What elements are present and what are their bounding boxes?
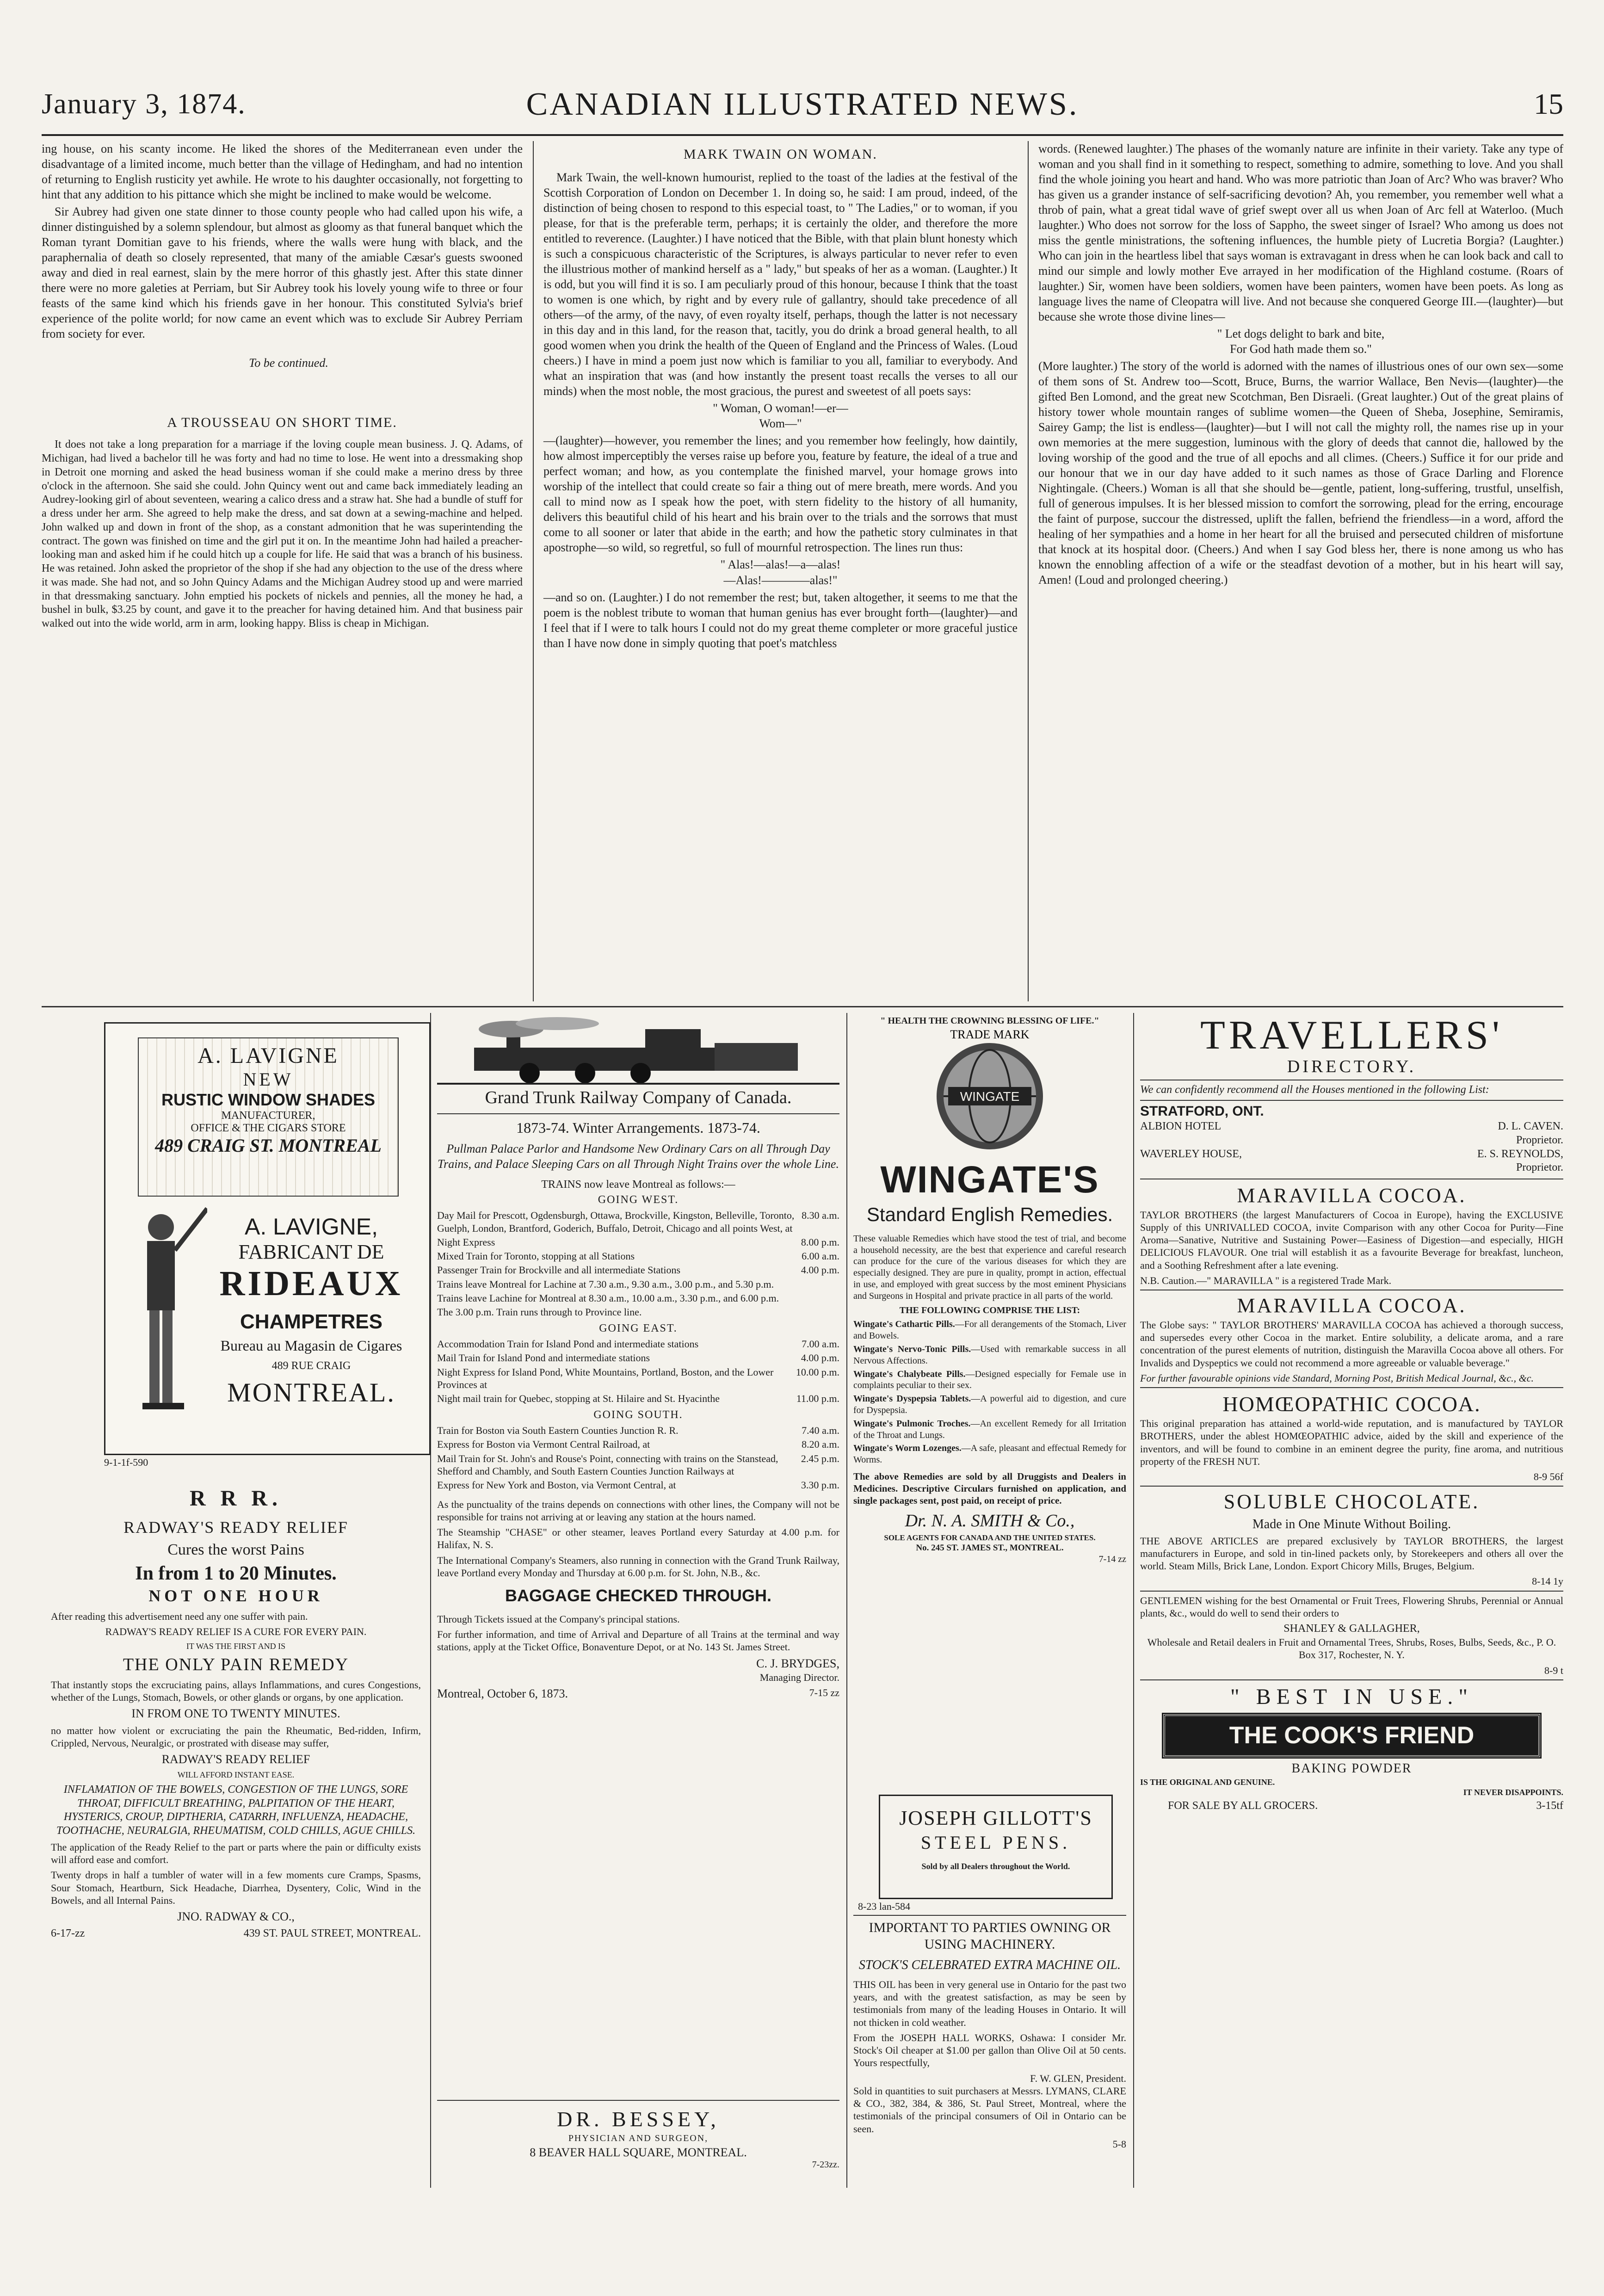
cooks-kind: BAKING POWDER [1291,1761,1412,1776]
timetable-row [437,1479,839,1491]
travellers-city: STRATFORD, ONT. [1140,1103,1264,1119]
gtr-note: The International Company's Steamers, also running in connection with the Grand Trunk Railway, leave Portland every Monday and Thursday at 6.00 p.m. for St. John, N.B., &c. [437,1554,839,1579]
radway-company: JNO. RADWAY & CO., [177,1910,295,1924]
twain-paragraph: words. (Renewed laughter.) The phases of the womanly nature are infinite in their variety. Take any type of woman and you shall find in it something to respect, something to admire, something to love. And you shall find the whole joining you heart and hand. Who was more patriotic than Joan of Arc? Who was braver? Who has given us a grander instance of self-sacrificing devotion? Ah, you remember, you remember well what a throb of pain, what a great tidal wave of grief swept over all us when Joan of Arc fell at Waterloo. (Much laughter.) Who does not sorrow for the loss of Sappho, the sweet singer of Israel? Who among us does not miss the gentle ministrations, the softening influences, the humble piety of Lucretia Borgia? (Laughter.) Who can join in the heartless libel that says woman is extravagant in dress when he can look back and call to mind our simple and lowly mother Eve arrayed in her modification of the Highland costume. (Roars of laughter.) Sir, women have been soldiers, women have been painters, women have been poets. As long as language lives the name of Cleopatra will live. And not because she conquered George III.—(laughter)—but because she wrote those divine lines— [1038,142,1563,324]
twain-headline: MARK TWAIN ON WOMAN. [684,147,877,162]
lavigne-ad [104,1022,431,1455]
stock-subtitle: STOCK'S CELEBRATED EXTRA MACHINE OIL. [858,1958,1121,1972]
maravilla-opinions: For further favourable opinions vide Standard, Morning Post, British Medical Journal, &c., &c. [1140,1372,1534,1384]
gtr-note: Through Tickets issued at the Company's principal stations. [437,1613,680,1625]
gtr-note: The Steamship "CHASE" or other steamer, leaves Portland every Saturday at 4.00 p.m. for Halifax, N. S. [437,1526,839,1551]
maravilla-title: MARAVILLA COCOA. [1237,1294,1467,1317]
timetable-time: 8.20 a.m. [802,1438,839,1450]
lavigne-line: FABRICANT DE [238,1241,384,1263]
gtr-east-timetable [437,1338,839,1405]
radway-text: The application of the Ready Relief to the part or parts where the pain or difficulty exists will afford ease and comfort. [51,1841,421,1866]
soluble-subtitle: Made in One Minute Without Boiling. [1252,1517,1451,1531]
timetable-row [437,1452,839,1478]
radway-text: IT WAS THE FIRST AND IS [186,1641,286,1651]
gtr-title: Grand Trunk Railway Company of Canada. [485,1088,792,1107]
wingate-product-name: Wingate's Pulmonic Troches. [853,1418,971,1429]
radway-line: Cures the worst Pains [167,1541,304,1559]
trousseau-article: It does not take a long preparation for a marriage if the loving couple mean business. J. Q. Adams, of Michigan, had lived a bachelor till he was forty and had no time to lose. He went into a dressmaking shop in Detroit one morning and asked the head business woman if she could make a merino dress by three o'clock in the afternoon. She said she could. John Quincy went out and came back immediately leading an Audrey-looking girl of about seventeen, wearing a calico dress and a straw hat. She had a bundle of stuff for a dress under her arm. She agreed to help make the dress, and sat down at a sewing-machine and helped. John walked up and down in front of the shop, as a constant admonition that he was superintending the contract. The gown was finished on time and the girl put it on. In the meantime John had hailed a preacher-looking man and asked him if he could hitch up a couple for life. He said that was a branch of his business. He was retained. John asked the proprietor of the shop if she had any objection to the use of the dress where it was made. She had not, and so John Quincy Adams and the Michigan Audrey stood up and were married in that dressmaking sanctuary. John emptied his pockets of nickels and pennies, all the money he had, a bushel in bulk, $3.25 by count, and gave it to the preacher for having detained him. And that business pair walked out into the wide world, arm in arm, looking happy. Bliss is cheap in Michigan. [42,438,523,630]
window-shade-sign [138,1037,399,1197]
maravilla-title: MARAVILLA COCOA. [1237,1184,1467,1207]
wingate-subtitle: Standard English Remedies. [866,1203,1113,1225]
bessey-address: 8 BEAVER HALL SQUARE, MONTREAL. [530,2146,747,2159]
timetable-time: 4.00 p.m. [801,1264,839,1276]
timetable-time: 7.40 a.m. [802,1425,839,1437]
lavigne-line: Bureau au Magasin de Cigares [220,1337,402,1354]
gillott-ad [879,1795,1113,1899]
travellers-list [1140,1120,1563,1175]
radway-title: RADWAY'S READY RELIEF [123,1518,348,1537]
sign-line: MANUFACTURER, [221,1110,315,1122]
wingate-product-desc: —An excellent Remedy for all Irritation of the Throat and Lungs. [853,1418,1126,1440]
story-paragraph: ing house, on his scanty income. He liked the shores of the Mediterranean even under the disadvantage of a limited income, much better than the village of Hedingham, and had no intention of returning to English rusticity yet awhile. He wrote to his daughter occasionally, not forgetting to hint that any addition to his pittance which she might be inclined to make would be welcome. [42,142,523,202]
cooks-original: IS THE ORIGINAL AND GENUINE. [1140,1777,1275,1787]
twain-paragraph: —and so on. (Laughter.) I do not remember the rest; but, taken altogether, it seems to me that the poem is the noblest tribute to woman that human genius has ever brought forth—(laughter)—and I feel that if I were to talk hours I could not do my great theme completer or more graceful justice than I have now done in simply quoting that poet's matchless [543,590,1018,650]
lavigne-line: MONTREAL. [227,1377,395,1407]
bessey-name: DR. BESSEY, [557,2107,720,2131]
stock-body: Sold in quantities to suit purchasers at Messrs. LYMANS, CLARE & CO., 382, 384, & 386, St. Paul Street, Montreal, where the testimonials of the principal consumers of Oil in Ontario can be seen. [853,2085,1126,2135]
trousseau-headline: A TROUSSEAU ON SHORT TIME. [167,415,397,431]
wingate-product-name: Wingate's Worm Lozenges. [853,1443,962,1454]
gtr-section-south: GOING SOUTH. [593,1409,683,1421]
wingate-product [853,1344,1126,1367]
radway-rrr: R R R. [190,1486,282,1511]
radway-headline: THE ONLY PAIN REMEDY [123,1654,349,1674]
gillott-sold: Sold by all Dealers throughout the World. [921,1862,1070,1871]
radway-text: IN FROM ONE TO TWENTY MINUTES. [131,1707,340,1721]
timetable-route: Trains leave Montreal for Lachine at 7.30 a.m., 9.30 a.m., 3.00 p.m., and 5.30 p.m. [437,1278,774,1290]
wingate-product [853,1369,1126,1392]
radway-address: 439 ST. PAUL STREET, MONTREAL. [243,1927,421,1940]
timetable-time: 3.30 p.m. [801,1479,839,1491]
timetable-row [437,1264,839,1276]
radway-ailments: INFLAMATION OF THE BOWELS, CONGESTION OF THE LUNGS, SORE THROAT, DIFFICULT BREATHING, PALPITATION OF THE HEART, HYSTERICS, CROUP, DIPTHERIA, CATARRH, INFLUENZA, HEADACHE, TOOTHACHE, NEURALGIA, RHEUMATISM, COLD CHILLS, AGUE CHILLS. [56,1783,416,1837]
timetable-time: 11.00 p.m. [796,1393,839,1405]
radway-line: In from 1 to 20 Minutes. [135,1563,337,1585]
timetable-row [437,1250,839,1262]
sign-line: OFFICE & THE CIGARS STORE [191,1122,346,1134]
soluble-body: THE ABOVE ARTICLES are prepared exclusively by TAYLOR BROTHERS, the largest manufacturers in Europe, and sold in tin-lined packets only, by Storekeepers and others all over the world. Steam Mills, Brick Lane, London. Export Chicory Mills, Bruges, Belgium. [1140,1535,1563,1572]
shanley-name: SHANLEY & GALLAGHER, [1283,1623,1420,1635]
wingate-sold: The above Remedies are sold by all Druggists and Dealers in Medicines. Descriptive Circulars furnished on application, and single packages sent, post paid, on receipt of price. [853,1471,1126,1506]
wingate-product-desc: —A powerful aid to digestion, and cure for Dyspepsia. [853,1394,1126,1416]
column-twain-2 [1038,141,1563,589]
soluble-code: 8-14 1y [1532,1575,1563,1587]
wingate-product [853,1319,1126,1342]
timetable-time: 7.00 a.m. [802,1338,839,1350]
hotel-role: Proprietor. [1516,1161,1563,1174]
cooks-sale: FOR SALE BY ALL GROCERS. [1168,1800,1318,1812]
grand-trunk-ad [437,1015,839,2093]
wingate-motto: " HEALTH THE CROWNING BLESSING OF LIFE." [880,1016,1099,1026]
lavigne-line: 489 RUE CRAIG [271,1360,351,1372]
soluble-title: SOLUBLE CHOCOLATE. [1223,1490,1480,1513]
stock-oil-ad [853,1920,1126,2185]
timetable-route: Express for Boston via Vermont Central Railroad, at [437,1438,650,1450]
travellers-entry [1140,1120,1563,1148]
radway-text: That instantly stops the excruciating pains, allays Inflammations, and cures Congestions, whether of the Lungs, Stomach, Bowels, or other glands or organs, by one application. [51,1679,421,1703]
gillott-subtitle: STEEL PENS. [920,1832,1071,1853]
hotel-role: Proprietor. [1516,1134,1563,1146]
gillott-name: JOSEPH GILLOTT'S [899,1807,1092,1829]
radway-text: RADWAY'S READY RELIEF IS A CURE FOR EVERY PAIN. [105,1626,367,1638]
twain-paragraph: Mark Twain, the well-known humourist, replied to the toast of the ladies at the festival of the Scottish Corporation of London on December 1. In doing so, he said: I am proud, indeed, of the distinction of being chosen to respond to this especial toast, to " The Ladies," or to woman, if you please, for that is the preferable term, perhaps; it is certainly the older, and therefore the more entitled to reverence. (Laughter.) I have noticed that the Bible, with that plain blunt honesty which is such a conspicuous characteristic of the Scriptures, is always particular to never refer to even the illustrious mother of mankind herself as a " lady," but speaks of her as a woman. (Laughter.) It is odd, but you will find it is so. I am peculiarly proud of this honour, because I think that the toast to women is one which, by right and by every rule of gallantry, should take precedence of all others—of the army, of the navy, of even royalty itself, perhaps, though the latter is not necessary in this day and in this land, for the reason that, tacitly, you do drink a broad general health, to all good women when you drink the health of the Queen of England and the Princess of Wales. (Loud cheers.) I have in mind a poem just now which is familiar to you all, familiar to everybody. And what an inspiration that was (and how instantly the present toast recalls the verses to all our minds) when the most noble, the most gracious, the purest and sweetest of all poets says: [543,171,1018,398]
timetable-route: Mail Train for St. John's and Rouse's Point, connecting with trains on the Stanstead, Shefford and Chambly, and South Eastern Counties Junction Railways at [437,1452,778,1477]
timetable-route: Accommodation Train for Island Pond and intermediate stations [437,1338,699,1350]
gtr-south-timetable [437,1424,839,1491]
timetable-row [437,1366,839,1391]
radway-text: Twenty drops in half a tumbler of water will in a few moments cure Cramps, Spasms, Sour Stomach, Heartburn, Sick Headache, Diarrhea, Dysentery, Colic, Wind in the Bowels, and all Internal Pains. [51,1869,421,1906]
hotel-owner: E. S. REYNOLDS, [1477,1148,1563,1160]
twain-paragraph: —(laughter)—however, you remember the lines; and you remember how feelingly, how daintily, how almost imperceptibly the verses raise up before you, feature by feature, the ideal of a true and perfect woman; and how, as you contemplate the finished marvel, your homage grows into worship of the intellect that could create so fair a thing out of mere breath, mere words. And you call to mind now as I speak how the poet, with stern fidelity to the history of all humanity, delivers this beautiful child of his heart and his brain over to the trials and the sorrows that must come to all sooner or later that abide in the earth; and how the pathetic story culminates in that apostrophe—so wild, so regretful, so full of mournful retrospection. The lines run thus: [543,434,1018,555]
gtr-west-timetable [437,1209,839,1318]
maravilla-caution: N.B. Caution.—" MARAVILLA " is a registered Trade Mark. [1140,1274,1392,1286]
cooks-best-in-use: " BEST IN USE." [1230,1684,1473,1709]
timetable-time: 6.00 a.m. [802,1250,839,1262]
travellers-subtitle: DIRECTORY. [1140,1056,1563,1080]
logo-trade-mark-text: TRADE MARK [950,1027,1030,1041]
gtr-signature: C. J. BRYDGES, [756,1656,839,1670]
stock-signature: F. W. GLEN, President. [1030,2072,1126,2084]
hotel-name: WAVERLEY HOUSE, [1140,1148,1242,1160]
timetable-route: Night Express [437,1236,495,1248]
sign-line: 489 CRAIG ST. MONTREAL [155,1135,382,1156]
issue-date: January 3, 1874. [42,88,246,120]
gtr-signature-title: Managing Director. [759,1671,839,1683]
stock-body: THIS OIL has been in very general use in Ontario for the past two years, and with the greatest satisfaction, as may be seen by testimonials from many of the leading Houses in Ontario. It will not thicken in cold weather. [853,1978,1126,2028]
sign-line: A. LAVIGNE [197,1043,339,1068]
cooks-code: 3-15tf [1536,1800,1563,1812]
wingate-product [853,1393,1126,1416]
timetable-route: Express for New York and Boston, via Vermont Central, at [437,1479,676,1491]
wingate-agent-name: Dr. N. A. SMITH & Co., [905,1511,1075,1531]
wingate-product [853,1418,1126,1441]
travellers-title: TRAVELLERS' [1200,1015,1503,1058]
timetable-route: Mail Train for Island Pond and intermediate stations [437,1352,650,1364]
wingate-ad [853,1015,1126,1778]
wingate-product-name: Wingate's Dyspepsia Tablets. [853,1394,971,1404]
wingate-product-list [853,1319,1126,1466]
page-number: 15 [1534,87,1563,120]
wingate-product [853,1443,1126,1466]
bessey-ad [437,2107,839,2185]
timetable-row [437,1292,839,1304]
gtr-note: For further information, and time of Arrival and Departure of all Trains at the terminal and way stations, apply at the Ticket Office, Bonaventure Depot, or at No. 143 St. James Street. [437,1629,839,1653]
shanley-code: 8-9 t [1544,1664,1563,1676]
gtr-dateline: Montreal, October 6, 1873. [437,1687,568,1701]
page-header [42,83,1563,136]
wingate-product-desc: —Used with remarkable success in all Nervous Affections. [853,1344,1126,1366]
timetable-row [437,1424,839,1437]
hotel-owner: D. L. CAVEN. [1498,1120,1563,1133]
wingate-name: WINGATE'S [880,1158,1099,1201]
timetable-route: Night mail train for Quebec, stopping at St. Hilaire and St. Hyacinthe [437,1393,720,1405]
wingate-product-name: Wingate's Nervo-Tonic Pills. [853,1344,971,1355]
twain-paragraph: (More laughter.) The story of the world is adorned with the names of illustrious ones of our own sex—some of them sons of St. Andrew too—Scott, Bruce, Burns, the warrior Wallace, Ben Nevis—(laughter)—the gifted Ben Lomond, and the great new Scotchman, Ben Disraeli. (Great laughter.) Out of the great plains of history tower whole mountain ranges of sublime women—the Queen of Sheba, Josephine, Semiramis, Sairey Gamp; the list is endless—(laughter)—but I will not call the mighty roll, the names rise up in your own memories at the mere suggestion, luminous with the glory of deeds that cannot die, hallowed by the loving worship of the good and the true of all epochs and all climes. (Cheers.) Suffice it for our pride and our honour that we in our day have added to it such names as those of Grace Darling and Florence Nightingale. (Cheers.) Woman is all that she should be—gentle, patient, long-suffering, trustful, unselfish, full of generous impulses. It is her blessed mission to comfort the sorrowing, plead for the erring, encourage the faint of purpose, succour the distressed, uplift the fallen, befriend the friendless—in a word, afford the healing of her sympathies and a home in her heart for all the bruised and persecuted children of misfortune that knock at its hospital door. (Cheers.) And when I say God bless her, there is none among us who has known the ennobling affection of a wife or the steadfast devotion of a mother, but in his heart will say, Amen! (Loud and prolonged cheering.) [1038,359,1563,587]
timetable-route: Train for Boston via South Eastern Counties Junction R. R. [437,1425,679,1437]
wingate-address: No. 245 ST. JAMES ST., MONTREAL. [916,1543,1064,1553]
stock-headline: IMPORTANT TO PARTIES OWNING OR USING MACHINERY. [869,1920,1111,1952]
timetable-row [437,1338,839,1350]
twain-verse: " Let dogs delight to bark and bite, For God hath made them so." [1217,327,1385,356]
timetable-row [437,1236,839,1248]
gillott-code: 8-23 lan-584 [858,1901,911,1912]
lavigne-line: CHAMPETRES [240,1310,383,1333]
story-paragraph: Sir Aubrey had given one state dinner to those county people who had called upon his wife, a dinner distinguished by a solemn splendour, but almost as gloomy as that funeral banquet which the Roman tyrant Domitian gave to his friends, where the walls were hung with black, and the paraphernalia of death so closely represented, that many of the amiable Cæsar's guests swooned away and died in real earnest, slain by the mere horror of this ghastly jest. After this state dinner there were no more galeties at Perriam, but Sir Aubrey took his lovely young wife to three or four feasts of the same kind which his friends gave in her honour. This constituted Sylvia's brief experience of the polite world; for now came an event which was to exclude Sir Aubrey Perriam from society for ever. [42,205,523,341]
twain-verse: " Woman, O woman!—er— Wom—" [713,401,848,431]
masthead-title: CANADIAN ILLUSTRATED NEWS. [526,86,1079,122]
travellers-intro: We can confidently recommend all the Houses mentioned in the following List: [1140,1084,1489,1096]
gtr-baggage: BAGGAGE CHECKED THROUGH. [505,1586,772,1605]
wingate-product-desc: —Designed especially for Female use in complaints peculiar to their sex. [853,1369,1126,1391]
timetable-time: 8.30 a.m. [802,1210,839,1222]
wingate-globe-logo [853,1027,1126,1161]
radway-text: After reading this advertisement need any one suffer with pain. [51,1611,308,1622]
gtr-section-east: GOING EAST. [599,1322,678,1335]
man-figure-illustration [115,1199,207,1440]
timetable-route: Day Mail for Prescott, Ogdensburgh, Ottawa, Brockville, Kingston, Belleville, Toronto, Guelph, London, Brantford, Goderich, Buffalo, Detroit, Chicago and all points West, at [437,1210,795,1234]
gtr-leave: TRAINS now leave Montreal as follows:— [541,1178,735,1191]
wingate-product-name: Wingate's Chalybeate Pills. [853,1369,966,1379]
lavigne-name: A. LAVIGNE, [244,1214,378,1240]
wingate-body: These valuable Remedies which have stood the test of trial, and become a household necessity, are the best that experience and careful research can produce for the cure of the various diseases for which they are especially designed. They are pure in quality, prompt in action, effectual in use, and employed with great success by the most eminent Physicians and Surgeons in Hospital and private practice in all parts of the world. [853,1233,1126,1301]
timetable-row [437,1438,839,1450]
travellers-entry [1140,1148,1563,1175]
to-be-continued: To be continued. [249,356,328,370]
radway-line: NOT ONE HOUR [148,1586,323,1605]
timetable-row [437,1209,839,1234]
gtr-code: 7-15 zz [809,1687,839,1699]
timetable-route: Night Express for Island Pond, White Mountains, Portland, Boston, and the Lower Provinces at [437,1366,774,1390]
gtr-intro: Pullman Palace Parlor and Handsome New Ordinary Cars on all Through Day Trains, and Palace Sleeping Cars on all Through Night Trains over the whole Line. [438,1142,839,1171]
bessey-code: 7-23zz. [812,2160,839,2170]
timetable-time: 10.00 p.m. [796,1366,839,1378]
homeopathic-title: HOMŒOPATHIC COCOA. [1222,1392,1481,1416]
radway-text: no matter how violent or excruciating the pain the Rheumatic, Bed-ridden, Infirm, Crippled, Nervous, Neuralgic, or prostrated with disease may suffer, [51,1724,421,1749]
cooks-friend-logo: THE COOK'S FRIEND [1163,1714,1540,1757]
cooks-never: IT NEVER DISAPPOINTS. [1463,1787,1563,1797]
wingate-product-desc: —A safe, pleasant and effectual Remedy for Worms. [853,1443,1126,1465]
timetable-time: 8.00 p.m. [801,1236,839,1248]
maravilla-body: TAYLOR BROTHERS (the largest Manufacturers of Cocoa in Europe), having the EXCLUSIVE Supply of this UNRIVALLED COCOA, invite Comparison with any other Cocoa for Purity—Fine Aroma—Sanative, Nutritive and Sustaining Power—Easiness of Digestion—and especially, HIGH DELICIOUS FLAVOUR. One trial will establish it as a favourite Beverage for breakfast, luncheon, and a Soothing Refreshment after a late evening. [1140,1209,1563,1271]
gtr-note: As the punctuality of the trains depends on connections with other lines, the Company will not be responsible for trains not arriving at or leaving any station at the hours named. [437,1498,839,1523]
homeopathic-code: 8-9 56f [1533,1471,1563,1483]
wingate-code: 7-14 zz [1098,1554,1126,1564]
right-ad-column [1140,1015,1563,2185]
timetable-route: Passenger Train for Brockville and all intermediate Stations [437,1264,681,1276]
sign-line: NEW [243,1069,294,1090]
timetable-route: Trains leave Lachine for Montreal at 8.30 a.m., 10.00 a.m., 3.30 p.m., and 6.00 p.m. [437,1292,779,1304]
timetable-row [437,1352,839,1364]
locomotive-illustration [437,1015,839,1085]
timetable-time: 4.00 p.m. [801,1352,839,1364]
timetable-row [437,1278,839,1290]
stock-code: 5-8 [1112,2138,1126,2150]
column-story [42,141,523,633]
radway-text: RADWAY'S READY RELIEF [161,1753,310,1766]
bessey-profession: PHYSICIAN AND SURGEON, [568,2133,709,2143]
timetable-row [437,1306,839,1318]
stock-testimonial: From the JOSEPH HALL WORKS, Oshawa: I consider Mr. Stock's Oil cheaper at $1.00 per gallon than Olive Oil at 50 cents. Yours respectfully, [853,2031,1126,2069]
shanley-body: Wholesale and Retail dealers in Fruit and Ornamental Trees, Shrubs, Roses, Bulbs, Seeds, &c., P. O. Box 317, Rochester, N. Y. [1147,1636,1556,1661]
radway-code: 6-17-zz [51,1927,85,1940]
shanley-body: GENTLEMEN wishing for the best Ornamental or Fruit Trees, Flowering Shrubs, Perennial or Annual plants, &c., would do well to send their orders to [1140,1594,1563,1619]
logo-wingate-text: WINGATE [960,1089,1020,1104]
wingate-product-desc: —For all derangements of the Stomach, Liver and Bowels. [853,1319,1126,1341]
wingate-product-name: Wingate's Cathartic Pills. [853,1319,955,1330]
wingate-agents: SOLE AGENTS FOR CANADA AND THE UNITED STATES. [884,1533,1096,1543]
lavigne-line: RIDEAUX [219,1264,403,1303]
timetable-route: Mixed Train for Toronto, stopping at all Stations [437,1250,635,1262]
timetable-time: 2.45 p.m. [801,1452,839,1464]
radway-text: WILL AFFORD INSTANT EASE. [177,1770,295,1780]
homeopathic-body: This original preparation has attained a world-wide reputation, and is manufactured by TAYLOR BROTHERS, under the ablest HOMŒOPATHIC advice, aided by the skill and experience of the inventors, and will be found to combine in an eminent degree the purity, fine aroma, and nutritious property of the FRESH NUT. [1140,1418,1563,1467]
maravilla-body: The Globe says: " TAYLOR BROTHERS' MARAVILLA COCOA has achieved a thorough success, and supersedes every other Cocoa in the market. Entire solubility, a delicate aroma, and a rare concentration of the purest elements of nutrition, distinguish the Maravilla Cocoa above all others. For Invalids and Dyspeptics we could not recommend a more agreeable or valuable beverage." [1140,1319,1563,1369]
lavigne-code: 9-1-1f-590 [104,1457,148,1468]
gtr-section-west: GOING WEST. [598,1194,679,1206]
radway-ad [51,1480,421,2179]
wingate-list-head: THE FOLLOWING COMPRISE THE LIST: [899,1305,1080,1315]
hotel-name: ALBION HOTEL [1140,1120,1222,1133]
timetable-row [437,1392,839,1405]
timetable-route: The 3.00 p.m. Train runs through to Province line. [437,1306,642,1318]
column-twain-1 [543,141,1018,653]
gtr-season: 1873-74. Winter Arrangements. 1873-74. [516,1119,760,1136]
twain-verse: " Alas!—alas!—a—alas! —Alas!————alas!" [720,558,841,587]
sign-line: RUSTIC WINDOW SHADES [161,1090,375,1109]
